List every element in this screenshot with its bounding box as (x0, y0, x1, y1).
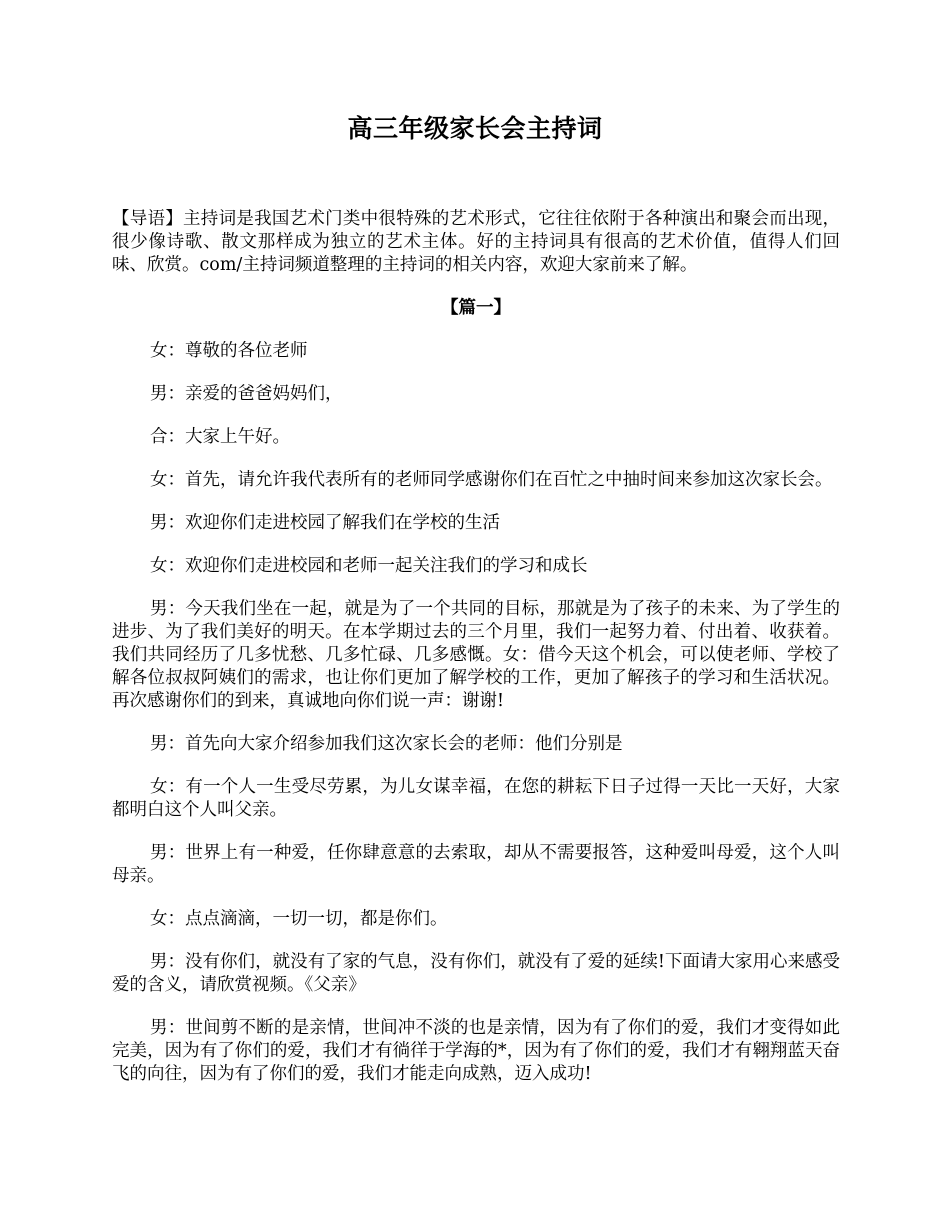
paragraph: 女：欢迎你们走进校园和老师一起关注我们的学习和成长 (150, 556, 588, 576)
paragraph: 男：今天我们坐在一起，就是为了一个共同的目标，那就是为了孩子的未来、为了学生的进步、为了我们美好的明天。在本学期过去的三个月里，我们一起努力着、付出着、收获着。我们共同经历了几多忧愁、几多忙碌、几多感慨。女：借今天这个机会，可以使老师、学校了解各位叔叔阿姨们的需求，也让你们更加了解学校的工作，更加了解孩子的学习和生活状况。再次感谢你们的到来，真诚地向你们说一声：谢谢! (112, 599, 840, 711)
paragraph: 女：有一个人一生受尽劳累，为儿女谋幸福，在您的耕耘下日子过得一天比一天好，大家都明白这个人叫父亲。 (112, 777, 840, 820)
paragraph: 男：欢迎你们走进校园了解我们在学校的生活 (150, 513, 500, 533)
paragraph: 男：世界上有一种爱，任你肆意意的去索取，却从不需要报答，这种爱叫母爱，这个人叫母亲。 (112, 843, 840, 886)
paragraph: 合：大家上午好。 (150, 427, 290, 447)
paragraph: 男：没有你们，就没有了家的气息，没有你们，就没有了爱的延续!下面请大家用心来感受爱的含义，请欣赏视频。《父亲》 (112, 952, 840, 995)
document-body (112, 208, 840, 1106)
paragraph: 男：首先向大家介绍参加我们这次家长会的老师：他们分别是 (150, 734, 623, 754)
paragraph: 女：点点滴滴，一切一切，都是你们。 (150, 909, 448, 929)
section-heading: 【篇一】 (441, 298, 511, 318)
paragraph: 女：首先，请允许我代表所有的老师同学感谢你们在百忙之中抽时间来参加这次家长会。 (150, 470, 833, 490)
paragraph: 男：世间剪不断的是亲情，世间冲不淡的也是亲情，因为有了你们的爱，我们才变得如此完美，因为有了你们的爱，我们才有徜徉于学海的*，因为有了你们的爱，我们才有翱翔蓝天奋飞的向往，因为有了你们的爱，我们才能走向成熟，迈入成功! (112, 1018, 840, 1084)
intro-paragraph: 【导语】主持词是我国艺术门类中很特殊的艺术形式，它往往依附于各种演出和聚会而出现，很少像诗歌、散文那样成为独立的艺术主体。好的主持词具有很高的艺术价值，值得人们回味、欣赏。com/主持词频道整理的主持词的相关内容，欢迎大家前来了解。 (112, 209, 840, 275)
paragraph: 男：亲爱的爸爸妈妈们， (150, 384, 343, 404)
document-title: 高三年级家长会主持词 (347, 114, 603, 143)
paragraph: 女：尊敬的各位老师 (150, 341, 308, 361)
